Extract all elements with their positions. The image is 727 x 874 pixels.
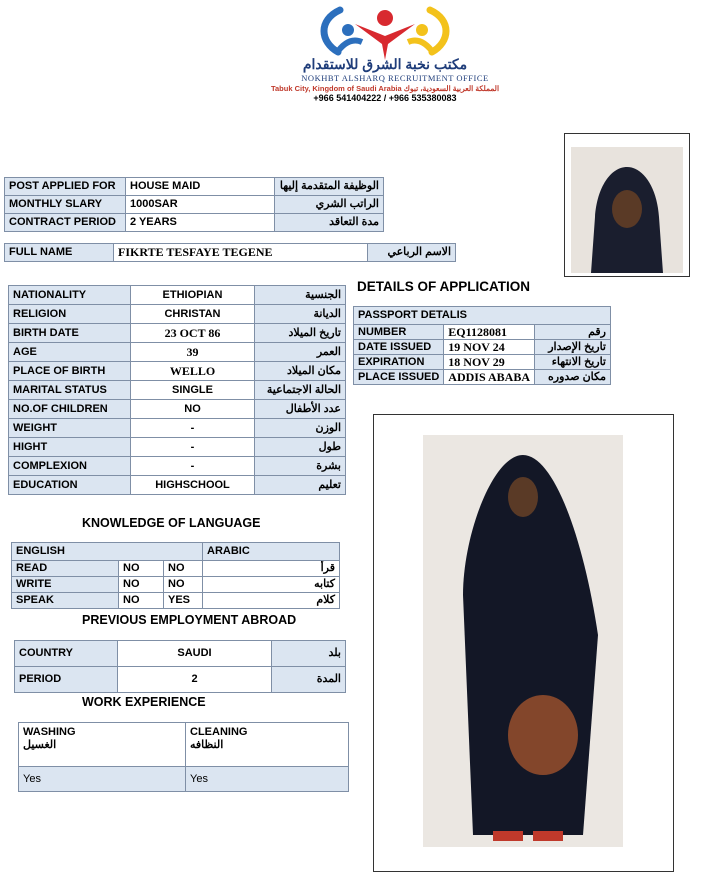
personal-value: WELLO [131, 362, 255, 381]
job-value: 2 YEARS [126, 214, 275, 232]
employment-table [14, 640, 346, 693]
arabic-col: ARABIC [203, 543, 340, 561]
personal-label-ar: تعليم [255, 476, 346, 495]
personal-label: PLACE OF BIRTH [9, 362, 131, 381]
office-name-en: NOKHBT ALSHARQ RECRUITMENT OFFICE [301, 73, 489, 83]
washing-label-ar: الغسيل [23, 739, 57, 751]
emp-value: SAUDI [118, 641, 272, 667]
passport-label: PLACE ISSUED [354, 370, 444, 385]
job-value: 1000SAR [126, 196, 275, 214]
table-row [5, 178, 384, 196]
job-label: MONTHLY SLARY [5, 196, 126, 214]
personal-label-ar: عدد الأطفال [255, 400, 346, 419]
job-label-ar: مدة التعاقد [275, 214, 384, 232]
passport-label: EXPIRATION [354, 355, 444, 370]
table-row [12, 543, 340, 561]
table-row [9, 286, 346, 305]
english-col: ENGLISH [12, 543, 203, 561]
office-phones: +966 541404222 / +966 535380083 [313, 93, 457, 103]
emp-value: 2 [118, 667, 272, 693]
personal-value: SINGLE [131, 381, 255, 400]
passport-table [353, 306, 611, 385]
cleaning-label: CLEANING [190, 726, 248, 738]
passport-label-ar: مكان صدوره [535, 370, 611, 385]
personal-value: - [131, 457, 255, 476]
table-row [5, 244, 456, 262]
personal-label: NATIONALITY [9, 286, 131, 305]
full-photo-frame [373, 414, 674, 872]
table-row [9, 343, 346, 362]
language-skill: SPEAK [12, 593, 119, 609]
personal-label-ar: العمر [255, 343, 346, 362]
table-row [354, 340, 611, 355]
arabic-value: YES [164, 593, 203, 609]
emp-label: PERIOD [15, 667, 118, 693]
office-location: Tabuk City, Kingdom of Saudi Arabia المملكة العربية السعودية، تبوك [270, 84, 500, 93]
table-row [9, 419, 346, 438]
table-row [15, 641, 346, 667]
personal-label: AGE [9, 343, 131, 362]
table-row [9, 324, 346, 343]
table-row [354, 307, 611, 325]
personal-label: RELIGION [9, 305, 131, 324]
personal-label-ar: الوزن [255, 419, 346, 438]
personal-label: COMPLEXION [9, 457, 131, 476]
personal-label: EDUCATION [9, 476, 131, 495]
passport-label: DATE ISSUED [354, 340, 444, 355]
portrait-photo [571, 147, 683, 273]
table-row [15, 667, 346, 693]
arabic-value: NO [164, 577, 203, 593]
full-photo [423, 435, 623, 847]
personal-value: - [131, 419, 255, 438]
passport-value: ADDIS ABABA [444, 370, 535, 385]
emp-label-ar: بلد [272, 641, 346, 667]
language-table [11, 542, 340, 609]
job-label-ar: الوظيفة المتقدمة إليها [275, 178, 384, 196]
language-skill: WRITE [12, 577, 119, 593]
table-row [19, 767, 349, 792]
english-value: NO [119, 577, 164, 593]
office-logo [300, 2, 470, 64]
personal-value: 23 OCT 86 [131, 324, 255, 343]
experience-table [18, 722, 349, 792]
full-name-value: FIKRTE TESFAYE TEGENE [114, 244, 368, 262]
personal-label: MARITAL STATUS [9, 381, 131, 400]
table-row [12, 593, 340, 609]
table-row [354, 355, 611, 370]
table-row [9, 305, 346, 324]
personal-value: CHRISTAN [131, 305, 255, 324]
passport-label-ar: رقم [535, 325, 611, 340]
table-row [9, 400, 346, 419]
portrait-photo-frame [564, 133, 690, 277]
full-name-label: FULL NAME [5, 244, 114, 262]
table-row [12, 561, 340, 577]
table-row [5, 214, 384, 232]
english-value: NO [119, 561, 164, 577]
personal-label-ar: مكان الميلاد [255, 362, 346, 381]
personal-label: NO.OF CHILDREN [9, 400, 131, 419]
personal-label: HIGHT [9, 438, 131, 457]
passport-header: PASSPORT DETALIS [354, 307, 611, 325]
language-skill-ar: كلام [203, 593, 340, 609]
personal-value: 39 [131, 343, 255, 362]
table-row [12, 577, 340, 593]
job-label-ar: الراتب الشري [275, 196, 384, 214]
passport-label-ar: تاريخ الانتهاء [535, 355, 611, 370]
table-row [9, 457, 346, 476]
cleaning-label-ar: النظافه [190, 739, 224, 751]
passport-value: 19 NOV 24 [444, 340, 535, 355]
full-name-table [4, 243, 456, 262]
employment-title: PREVIOUS EMPLOYMENT ABROAD [82, 613, 297, 627]
job-label: POST APPLIED FOR [5, 178, 126, 196]
personal-table [8, 285, 346, 495]
passport-value: EQ1128081 [444, 325, 535, 340]
table-row [354, 325, 611, 340]
job-label: CONTRACT PERIOD [5, 214, 126, 232]
table-row [5, 196, 384, 214]
personal-value: HIGHSCHOOL [131, 476, 255, 495]
personal-label-ar: طول [255, 438, 346, 457]
personal-value: NO [131, 400, 255, 419]
personal-label: WEIGHT [9, 419, 131, 438]
table-row [9, 362, 346, 381]
full-name-label-ar: الاسم الرباعي [368, 244, 456, 262]
language-skill-ar: كتابه [203, 577, 340, 593]
table-row [354, 370, 611, 385]
table-row [9, 476, 346, 495]
personal-label-ar: الديانة [255, 305, 346, 324]
personal-label-ar: تاريخ الميلاد [255, 324, 346, 343]
english-value: NO [119, 593, 164, 609]
personal-value: - [131, 438, 255, 457]
passport-label-ar: تاريخ الإصدار [535, 340, 611, 355]
table-row [19, 723, 349, 767]
personal-label: BIRTH DATE [9, 324, 131, 343]
passport-value: 18 NOV 29 [444, 355, 535, 370]
job-value: HOUSE MAID [126, 178, 275, 196]
washing-label: WASHING [23, 726, 76, 738]
personal-label-ar: بشرة [255, 457, 346, 476]
office-name-ar: مكتب نخبة الشرق للاستقدام [302, 56, 468, 72]
experience-title: WORK EXPERIENCE [82, 695, 206, 709]
personal-label-ar: الجنسية [255, 286, 346, 305]
passport-label: NUMBER [354, 325, 444, 340]
table-row [9, 438, 346, 457]
personal-value: ETHIOPIAN [131, 286, 255, 305]
details-title: DETAILS OF APPLICATION [357, 279, 530, 294]
emp-label-ar: المدة [272, 667, 346, 693]
job-table [4, 177, 384, 232]
language-skill: READ [12, 561, 119, 577]
arabic-value: NO [164, 561, 203, 577]
language-title: KNOWLEDGE OF LANGUAGE [82, 516, 261, 530]
table-row [9, 381, 346, 400]
language-skill-ar: قرأ [203, 561, 340, 577]
personal-label-ar: الحالة الاجتماعية [255, 381, 346, 400]
cleaning-value: Yes [186, 767, 349, 792]
emp-label: COUNTRY [15, 641, 118, 667]
washing-value: Yes [19, 767, 186, 792]
